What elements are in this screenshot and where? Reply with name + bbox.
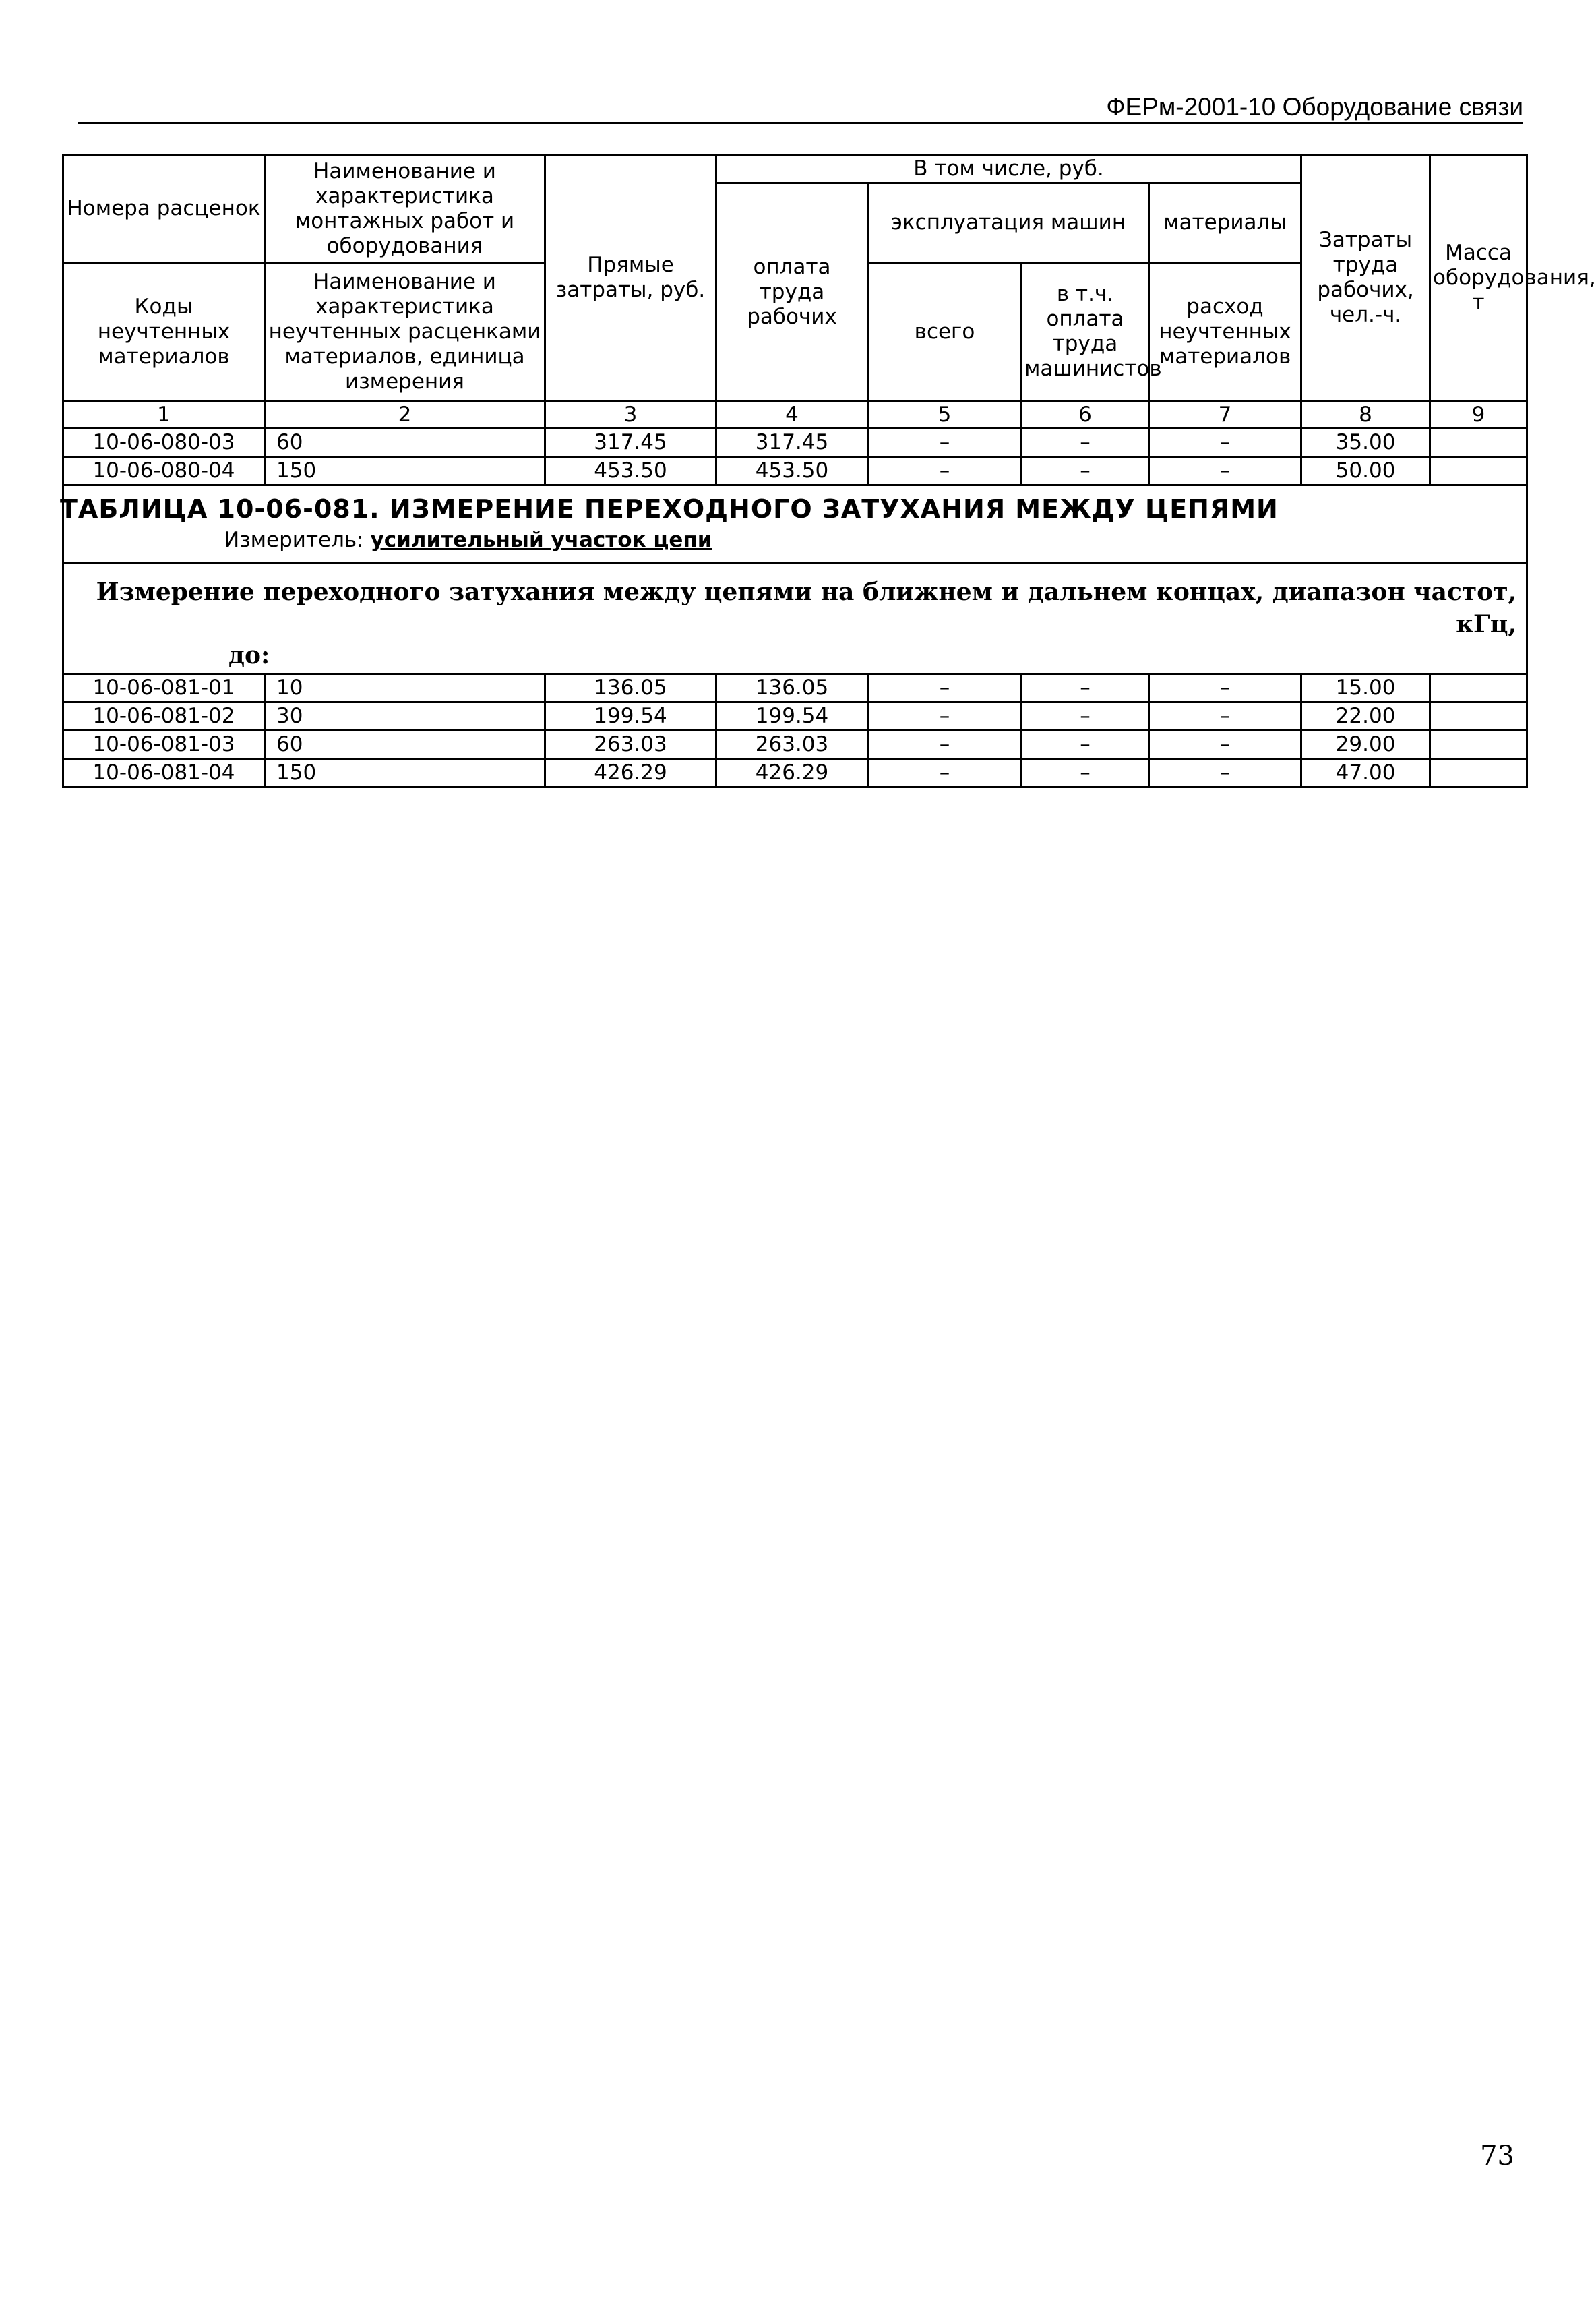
machinist-pay: –	[1022, 429, 1149, 457]
table-row	[63, 457, 1527, 485]
work-parameter: 150	[265, 457, 545, 485]
column-number: 5	[868, 401, 1022, 429]
labor-hours: 50.00	[1301, 457, 1430, 485]
equipment-mass	[1430, 731, 1527, 759]
labor-hours: 35.00	[1301, 429, 1430, 457]
column-number: 4	[716, 401, 868, 429]
work-parameter: 10	[265, 674, 545, 702]
rate-code: 10-06-081-03	[63, 731, 265, 759]
worker-pay: 136.05	[716, 674, 868, 702]
rate-code: 10-06-081-01	[63, 674, 265, 702]
section-heading-block	[63, 563, 1527, 674]
column-number: 3	[545, 401, 716, 429]
header-material-name: Наименование и характеристика неучтенных расценками материалов, единица измерения	[265, 263, 545, 401]
work-parameter: 30	[265, 702, 545, 731]
equipment-mass	[1430, 759, 1527, 787]
column-number: 8	[1301, 401, 1430, 429]
header-equipment-mass: Масса оборудования, т	[1430, 155, 1527, 401]
equipment-mass	[1430, 702, 1527, 731]
equipment-mass	[1430, 457, 1527, 485]
column-number: 1	[63, 401, 265, 429]
header-worker-pay: оплата труда рабочих	[716, 183, 868, 401]
table-row	[63, 731, 1527, 759]
equipment-mass	[1430, 674, 1527, 702]
machines-total: –	[868, 674, 1022, 702]
header-materials: материалы	[1149, 183, 1301, 263]
machinist-pay: –	[1022, 674, 1149, 702]
rate-code: 10-06-080-03	[63, 429, 265, 457]
machines-total: –	[868, 429, 1022, 457]
materials: –	[1149, 674, 1301, 702]
machinist-pay: –	[1022, 731, 1149, 759]
running-head: ФЕРм-2001-10 Оборудование связи	[1106, 93, 1523, 121]
machinist-pay: –	[1022, 702, 1149, 731]
worker-pay: 263.03	[716, 731, 868, 759]
table-row	[63, 429, 1527, 457]
rate-code: 10-06-081-02	[63, 702, 265, 731]
direct-costs: 426.29	[545, 759, 716, 787]
table-row	[63, 702, 1527, 731]
column-number: 2	[265, 401, 545, 429]
rate-code: 10-06-081-04	[63, 759, 265, 787]
measure-label: Измеритель:	[224, 528, 364, 552]
header-rule	[78, 122, 1523, 124]
table-title: ТАБЛИЦА 10-06-081. ИЗМЕРЕНИЕ ПЕРЕХОДНОГО ЗАТУХАНИЯ МЕЖДУ ЦЕПЯМИ	[60, 494, 1279, 524]
worker-pay: 426.29	[716, 759, 868, 787]
machinist-pay: –	[1022, 759, 1149, 787]
header-direct-costs: Прямые затраты, руб.	[545, 155, 716, 401]
direct-costs: 453.50	[545, 457, 716, 485]
header-work-name: Наименование и характеристика монтажных работ и оборудования	[265, 155, 545, 263]
direct-costs: 263.03	[545, 731, 716, 759]
header-unaccounted-materials: расход неучтенных материалов	[1149, 263, 1301, 401]
materials: –	[1149, 702, 1301, 731]
materials: –	[1149, 457, 1301, 485]
column-numbers-row	[63, 401, 1527, 429]
header-machines-total: всего	[868, 263, 1022, 401]
labor-hours: 47.00	[1301, 759, 1430, 787]
header-machines: эксплуатация машин	[868, 183, 1149, 263]
work-parameter: 60	[265, 731, 545, 759]
rate-code: 10-06-080-04	[63, 457, 265, 485]
materials: –	[1149, 731, 1301, 759]
header-machinist-pay: в т.ч. оплата труда машинистов	[1022, 263, 1149, 401]
materials: –	[1149, 759, 1301, 787]
worker-pay: 199.54	[716, 702, 868, 731]
labor-hours: 22.00	[1301, 702, 1430, 731]
header-rate-numbers: Номера расценок	[63, 155, 265, 263]
table-row	[63, 674, 1527, 702]
worker-pay: 317.45	[716, 429, 868, 457]
header-material-codes: Коды неучтенных материалов	[63, 263, 265, 401]
labor-hours: 29.00	[1301, 731, 1430, 759]
measure-value: усилительный участок цепи	[370, 528, 712, 552]
section-heading-tail: до:	[228, 641, 270, 669]
section-heading: Измерение переходного затухания между цепями на ближнем и дальнем концах, диапазон частот, кГц,	[96, 578, 1517, 638]
header-labor-hours: Затраты труда рабочих, чел.-ч.	[1301, 155, 1430, 401]
measure-line	[64, 525, 1526, 555]
column-number: 6	[1022, 401, 1149, 429]
machines-total: –	[868, 702, 1022, 731]
column-number: 9	[1430, 401, 1527, 429]
work-parameter: 60	[265, 429, 545, 457]
equipment-mass	[1430, 429, 1527, 457]
direct-costs: 199.54	[545, 702, 716, 731]
rates-table	[60, 154, 1596, 788]
machines-total: –	[868, 457, 1022, 485]
page-number: 73	[1480, 2140, 1514, 2171]
worker-pay: 453.50	[716, 457, 868, 485]
labor-hours: 15.00	[1301, 674, 1430, 702]
machinist-pay: –	[1022, 457, 1149, 485]
column-number: 7	[1149, 401, 1301, 429]
machines-total: –	[868, 759, 1022, 787]
machines-total: –	[868, 731, 1022, 759]
direct-costs: 136.05	[545, 674, 716, 702]
table-row	[63, 759, 1527, 787]
table-title-block	[60, 485, 1527, 563]
materials: –	[1149, 429, 1301, 457]
direct-costs: 317.45	[545, 429, 716, 457]
work-parameter: 150	[265, 759, 545, 787]
header-including: В том числе, руб.	[716, 155, 1301, 183]
